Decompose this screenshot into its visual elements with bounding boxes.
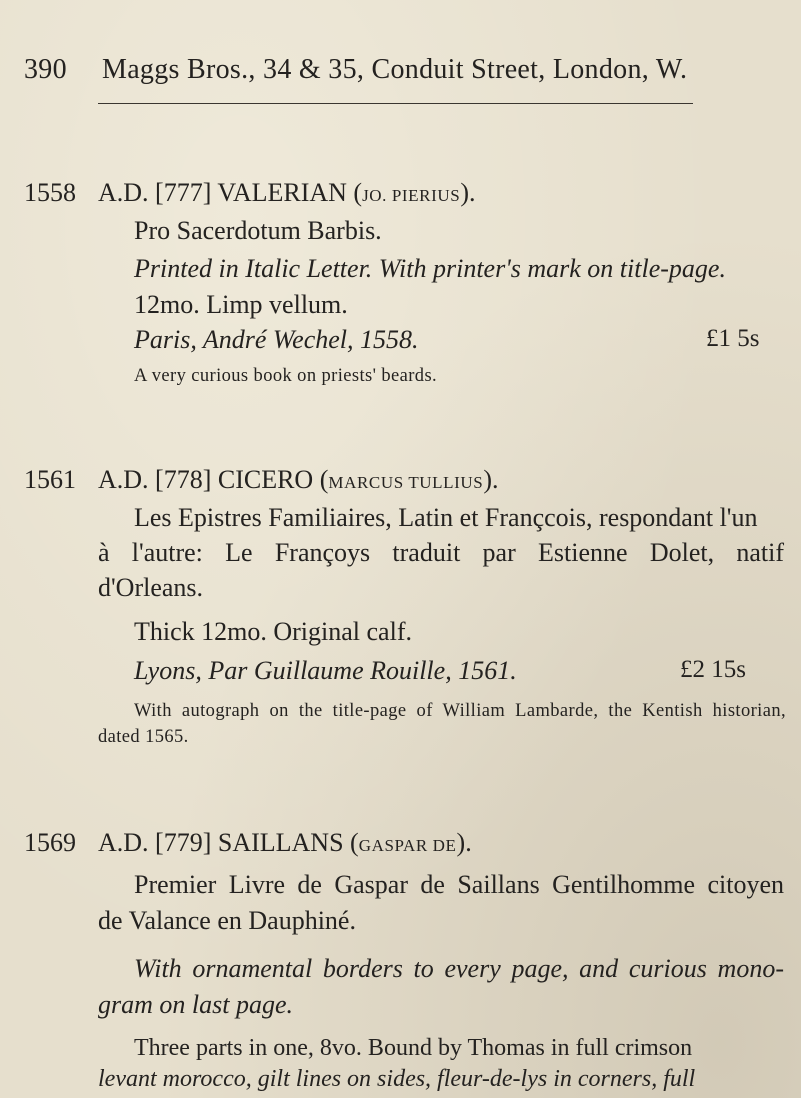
entry-title: Pro Sacerdotum Barbis. xyxy=(134,216,382,245)
entry-format: 12mo. Limp vellum. xyxy=(134,290,348,319)
entry-imprint: Lyons, Par Guillaume Rouille, 1561. xyxy=(134,656,517,685)
page-number: 390 xyxy=(24,54,67,85)
entry-format: Thick 12mo. Original calf. xyxy=(134,617,412,646)
entry-year: 1558 xyxy=(24,178,76,207)
entry-price: £1 5s xyxy=(706,325,760,352)
entry-heading: A.D. [778] CICERO (MARCUS TULLIUS). xyxy=(98,465,499,494)
entry-description-line-2: gram on last page. xyxy=(98,990,293,1019)
entry-title-line-1: Premier Livre de Gaspar de Saillans Gentilhomme citoyen xyxy=(134,870,784,899)
entry-description: Printed in Italic Letter. With printer's mark on title-page. xyxy=(134,254,726,283)
entry-title-line-2: à l'autre: Le Françoys traduit par Estienne Dolet, natif xyxy=(98,538,784,567)
entry-note: A very curious book on priests' beards. xyxy=(134,366,438,386)
entry-heading: A.D. [779] SAILLANS (GASPAR DE). xyxy=(98,828,472,857)
entry-title-line-3: d'Orleans. xyxy=(98,573,204,602)
entry-note-line-2: dated 1565. xyxy=(98,727,189,747)
entry-imprint: Paris, André Wechel, 1558. xyxy=(134,325,419,354)
header-rule xyxy=(98,103,693,104)
page-header xyxy=(24,54,704,86)
entry-year: 1561 xyxy=(24,465,76,494)
running-title: Maggs Bros., 34 & 35, Conduit Street, London, W. xyxy=(102,54,688,85)
entry-note-line-1: With autograph on the title-page of William Lambarde, the Kentish historian, xyxy=(134,701,786,721)
entry-heading: A.D. [777] VALERIAN (JO. PIERIUS). xyxy=(98,178,476,207)
entry-binding-line-2: levant morocco, gilt lines on sides, fleur-de-lys in corners, full xyxy=(98,1066,696,1092)
entry-description-line-1: With ornamental borders to every page, and curious mono- xyxy=(134,954,784,983)
author-forename: MARCUS TULLIUS xyxy=(328,473,484,492)
entry-title-line-2: de Valance en Dauphiné. xyxy=(98,906,356,935)
entry-price: £2 15s xyxy=(680,656,746,683)
entry-year: 1569 xyxy=(24,828,76,857)
entry-title-line-1: Les Epistres Familiaires, Latin et Françcois, respondant l'un xyxy=(134,503,758,532)
author-forename: GASPAR DE xyxy=(358,836,457,855)
entry-binding-line-1: Three parts in one, 8vo. Bound by Thomas in full crimson xyxy=(134,1035,693,1061)
author-forename: JO. PIERIUS xyxy=(362,186,461,205)
